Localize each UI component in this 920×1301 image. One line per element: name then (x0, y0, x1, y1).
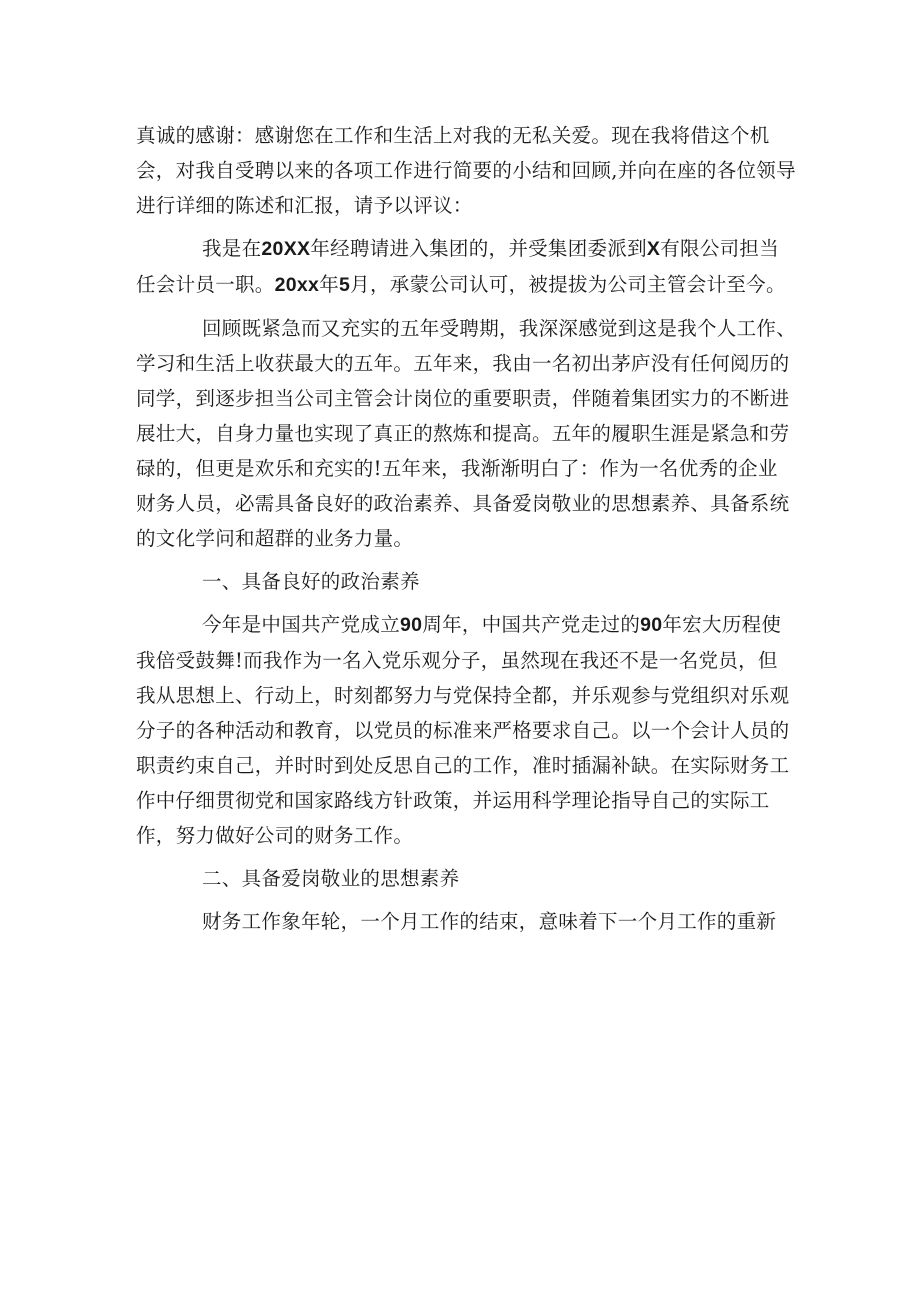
section-heading-dedication: 二、具备爱岗敬业的思想素养 (202, 867, 460, 890)
anniversary-number: 90 (400, 614, 423, 636)
text-segment: 周年，中国共产党走过的 (422, 613, 641, 636)
text-segment: 我是在 (202, 237, 262, 260)
text-segment: 月，承蒙公司认可，被提拔为公司主管会计至今。 (350, 273, 786, 296)
text-segment: 年经聘请进入集团的，并受集团委派到 (310, 237, 647, 260)
anniversary-number: 90 (640, 614, 663, 636)
paragraph-five-year-review: 回顾既紧急而又充实的五年受聘期，我深深感觉到这是我个人工作、学习和生活上收获最大的五年。五年来，我由一名初出茅庐没有任何阅历的同学，到逐步担当公司主管会计岗位的重要职责，伴随着集团实力的不断进展壮大，自身力量也实现了真正的熬炼和提高。五年的履职生涯是紧急和劳碌的，但更是欢乐和充实的!五年来，我渐渐明白了：作为一名优秀的企业财务人员，必需具备良好的政治素养、具备爱岗敬业的思想素养、具备系统的文化学问和超群的业务力量。 (136, 317, 797, 550)
section-heading-political: 一、具备良好的政治素养 (202, 570, 420, 593)
year-value: 20xx (274, 274, 320, 296)
paragraph-employment-history (136, 231, 796, 303)
document-body (136, 118, 796, 939)
paragraph-finance-cycle: 财务工作象年轮，一个月工作的结束，意味着下一个月工作的重新 (202, 910, 777, 933)
year-value: 20XX (261, 238, 311, 260)
company-letter: X (646, 238, 661, 260)
text-segment: 有限公司担当任会计员一职。 (136, 237, 780, 296)
month-value: 5 (339, 274, 351, 296)
paragraph-intro-continued: 真诚的感谢：感谢您在工作和生活上对我的无私关爱。现在我将借这个机会，对我自受聘以来的各项工作进行简要的小结和回顾,并向在座的各位领导进行详细的陈述和汇报，请予以评议： (136, 124, 796, 217)
text-segment: 年宏大历程使我倍受鼓舞!而我作为一名入党乐观分子，虽然现在我还不是一名党员，但我从思想上、行动上，时刻都努力与党保持全都，并乐观参与党组织对乐观分子的各种活动和教育，以党员的标准来严格要求自己。以一个会计人员的职责约束自己，并时时到处反思自己的工作，准时插漏补缺。在实际财务工作中仔细贯彻党和国家路线方针政策，并运用科学理论指导自己的实际工作，努力做好公司的财务工作。 (136, 613, 790, 847)
text-segment: 年 (319, 273, 340, 296)
text-segment: 今年是中国共产党成立 (202, 613, 401, 636)
paragraph-party-anniversary (136, 607, 796, 853)
